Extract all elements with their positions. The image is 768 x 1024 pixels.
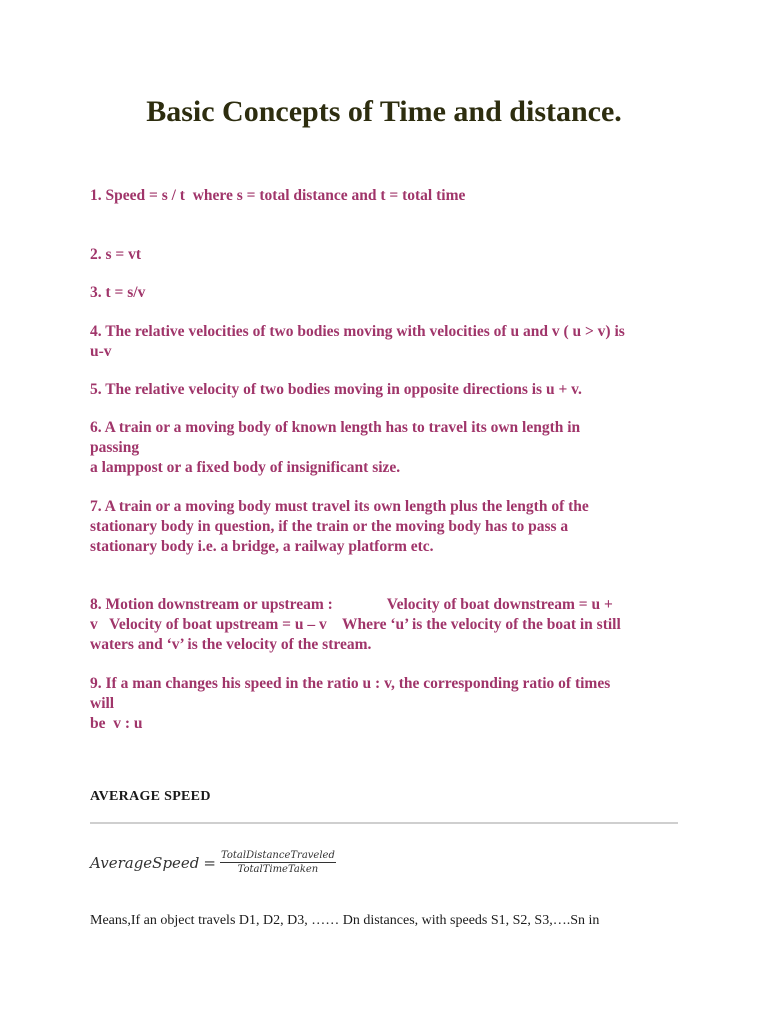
average-speed-formula: [90, 850, 336, 875]
concept-item-1: 1. Speed = s / t where s = total distance and t = total time: [90, 187, 466, 204]
average-speed-heading: AVERAGE SPEED: [90, 789, 211, 804]
formula-equals: =: [203, 853, 216, 872]
concept-item-6: 6. A train or a moving body of known length has to travel its own length in passing a lamppost or a fixed body of insignificant size.: [90, 419, 581, 476]
concept-item-9: 9. If a man changes his speed in the ratio u : v, the corresponding ratio of times will be v : u: [90, 675, 611, 732]
page-title: Basic Concepts of Time and distance.: [146, 95, 622, 128]
section-divider: [90, 822, 678, 824]
concept-item-2: 2. s = vt: [90, 246, 142, 263]
concept-item-4: 4. The relative velocities of two bodies moving with velocities of u and v ( u > v) is u-v: [90, 323, 625, 360]
formula-lhs: AverageSpeed: [90, 853, 200, 872]
concept-item-8: 8. Motion downstream or upstream : Velocity of boat downstream = u + v Velocity of boat upstream = u – v Where ‘u’ is the velocity of the boat in still waters and ‘v’ is the velocity of the stream.: [90, 596, 621, 653]
concept-item-3: 3. t = s/v: [90, 284, 146, 301]
concept-item-7: 7. A train or a moving body must travel its own length plus the length of the stationary body in question, if the train or the moving body has to pass a stationary body i.e. a bridge, a railway platform etc.: [90, 498, 589, 555]
formula-fraction: [220, 850, 336, 875]
formula-numerator: TotalDistanceTraveled: [220, 850, 335, 861]
formula-denominator: TotalTimeTaken: [237, 864, 319, 875]
average-speed-description: Means,If an object travels D1, D2, D3, …… Dn distances, with speeds S1, S2, S3,….Sn in: [90, 913, 600, 928]
concept-item-5: 5. The relative velocity of two bodies moving in opposite directions is u + v.: [90, 381, 582, 398]
